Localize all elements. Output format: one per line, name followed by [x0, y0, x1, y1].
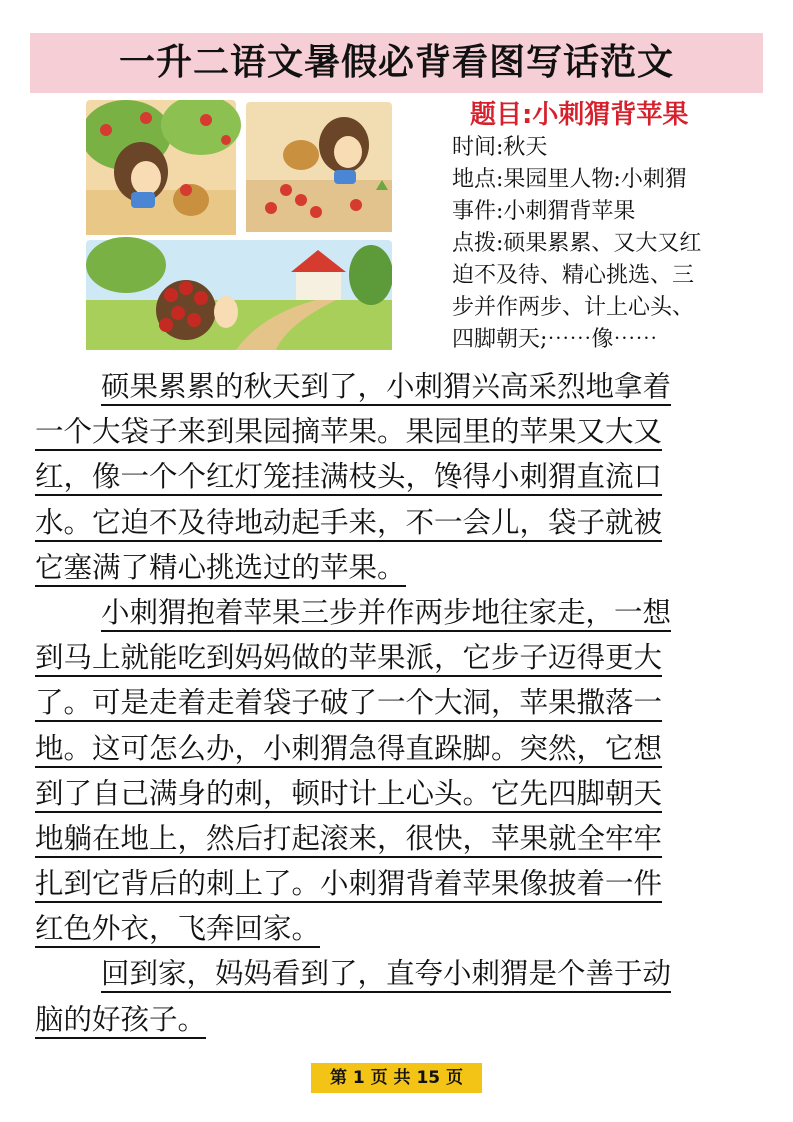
essay-line: 红，像一个个红灯笼挂满枝头，馋得小刺猬直流口 [35, 460, 662, 496]
page-number-badge: 第 1 页 共 15 页 [311, 1063, 482, 1093]
info-line: 地点:果园里人物:小刺猬 [452, 167, 687, 192]
info-line: 点拨:硕果累累、又大又红 [452, 231, 702, 256]
essay-line: 到马上就能吃到妈妈做的苹果派，它步子迈得更大 [35, 641, 662, 677]
info-line: 步并作两步、计上心头、 [452, 295, 695, 320]
info-line: 迫不及待、精心挑选、三 [452, 263, 695, 288]
essay-paragraph-2 [35, 590, 760, 952]
essay-line: 地躺在地上，然后打起滚来，很快，苹果就全牢牢 [35, 822, 662, 858]
essay-body [35, 364, 760, 1042]
essay-line: 小刺猬抱着苹果三步并作两步地往家走，一想 [101, 596, 671, 632]
essay-line: 水。它迫不及待地动起手来，不一会儿，袋子就被 [35, 506, 662, 542]
essay-paragraph-1 [35, 364, 760, 590]
essay-line: 红色外衣，飞奔回家。 [35, 912, 320, 948]
topic-info [452, 132, 782, 356]
topic-title: 题目:小刺猬背苹果 [470, 100, 689, 130]
panel-3-image [86, 237, 392, 350]
essay-line: 到了自己满身的刺，顿时计上心头。它先四脚朝天 [35, 777, 662, 813]
story-illustration [86, 100, 392, 350]
info-line: 四脚朝天;⋯⋯像⋯⋯ [452, 327, 658, 352]
page-title: 一升二语文暑假必背看图写话范文 [118, 42, 674, 83]
info-line: 事件:小刺猬背苹果 [452, 199, 636, 224]
essay-line: 它塞满了精心挑选过的苹果。 [35, 551, 406, 587]
essay-line: 地。这可怎么办，小刺猬急得直跺脚。突然，它想 [35, 732, 662, 768]
essay-line: 了。可是走着走着袋子破了一个大洞，苹果撒落一 [35, 686, 662, 722]
essay-line: 回到家，妈妈看到了，直夸小刺猬是个善于动 [101, 957, 671, 993]
essay-paragraph-3 [35, 951, 760, 1041]
panel-2-image [246, 102, 392, 232]
panel-1-image [86, 100, 241, 235]
essay-line: 脑的好孩子。 [35, 1003, 206, 1039]
title-banner [30, 33, 763, 93]
essay-line: 硕果累累的秋天到了，小刺猬兴高采烈地拿着 [101, 370, 671, 406]
essay-line: 扎到它背后的刺上了。小刺猬背着苹果像披着一件 [35, 867, 662, 903]
essay-line: 一个大袋子来到果园摘苹果。果园里的苹果又大又 [35, 415, 662, 451]
info-line: 时间:秋天 [452, 135, 548, 160]
